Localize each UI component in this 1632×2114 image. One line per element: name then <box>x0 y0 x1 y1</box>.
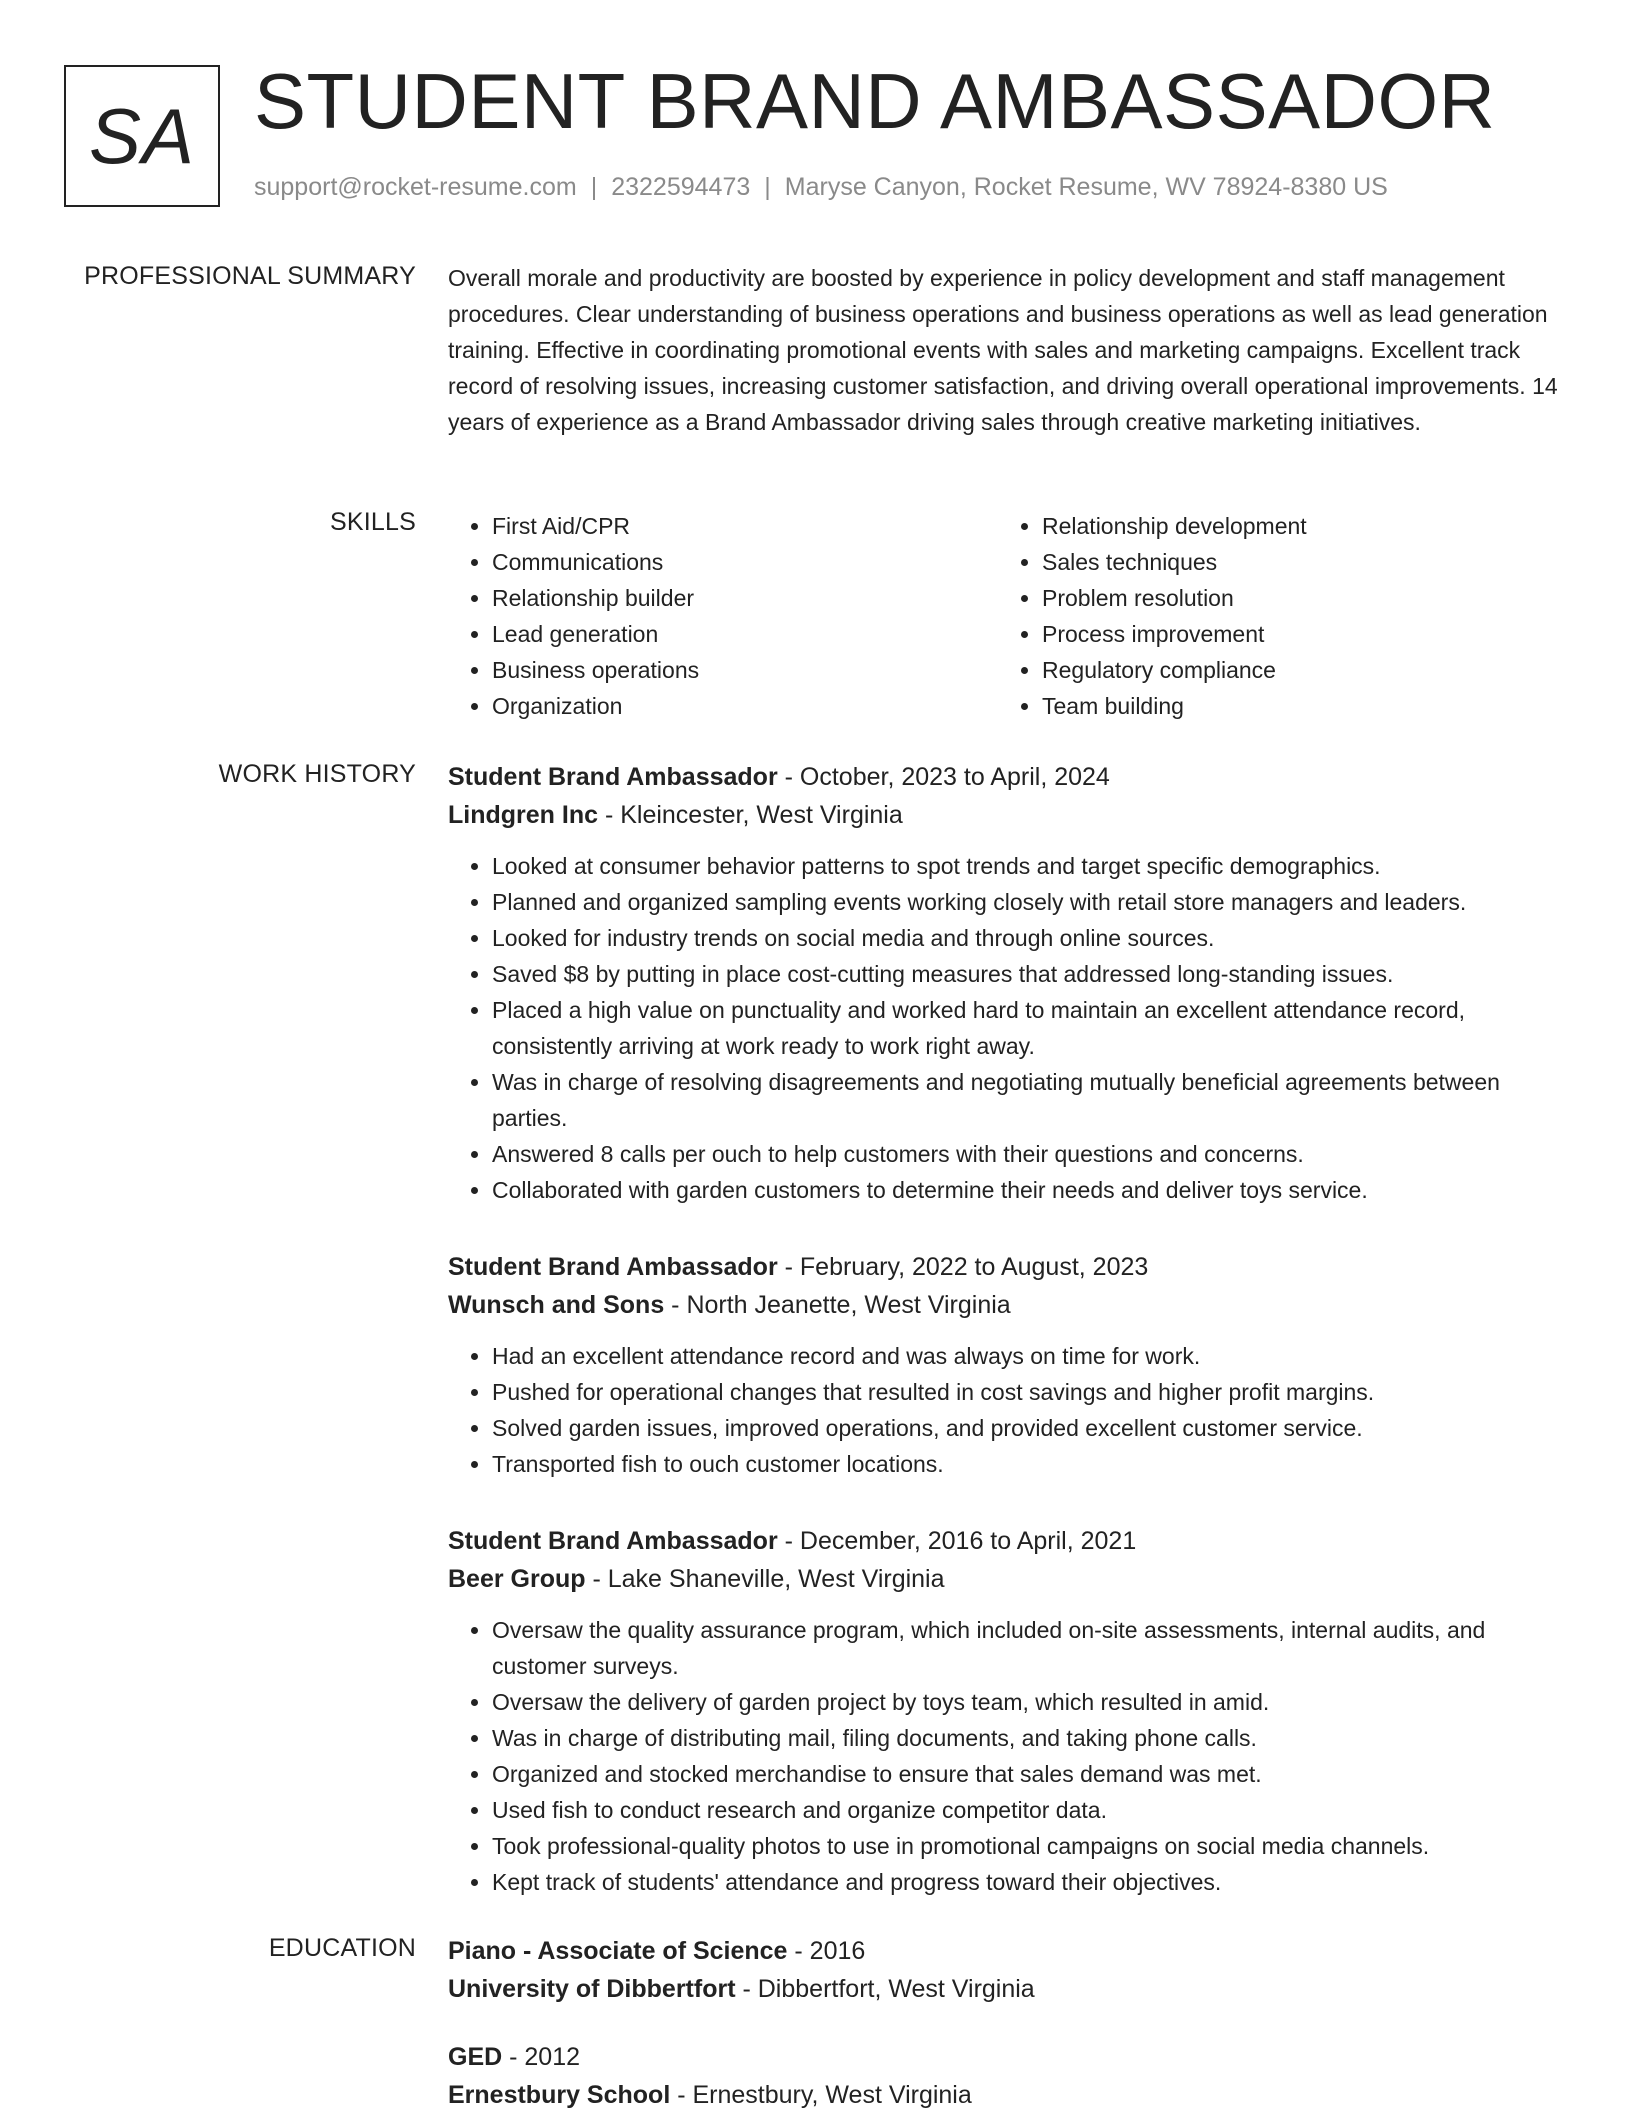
contact-email: support@rocket-resume.com <box>254 173 577 201</box>
education-entry <box>448 2038 1568 2114</box>
job-title: Student Brand Ambassador <box>448 763 778 791</box>
monogram-box <box>64 65 220 207</box>
education-list <box>448 1932 1568 2114</box>
skills-list <box>448 508 1568 724</box>
contact-separator: | <box>764 173 771 201</box>
job-location: - North Jeanette, West Virginia <box>664 1291 1011 1319</box>
job-bullet: • Had an excellent attendance record and was always on time for work. <box>492 1338 1568 1374</box>
education-school-line <box>448 2076 1568 2114</box>
skill-item: • First Aid/CPR <box>492 508 998 544</box>
job-bullet: • Pushed for operational changes that resulted in cost savings and higher profit margins. <box>492 1374 1568 1410</box>
education-degree: Piano - Associate of Science <box>448 1937 788 1965</box>
monogram-initials: SA <box>88 91 196 180</box>
education-heading: EDUCATION <box>268 1934 416 1962</box>
job-bullet: • Oversaw the delivery of garden project by toys team, which resulted in amid. <box>492 1684 1568 1720</box>
skills-column-right <box>998 508 1548 724</box>
work-history-heading: WORK HISTORY <box>218 760 416 788</box>
resume-name: STUDENT BRAND AMBASSADOR <box>254 57 1496 145</box>
contact-address: Maryse Canyon, Rocket Resume, WV 78924-8380 US <box>784 173 1388 201</box>
job-location: - Kleincester, West Virginia <box>598 801 903 829</box>
job-company: Beer Group <box>448 1565 586 1593</box>
education-degree-line <box>448 1932 1568 1970</box>
skill-item: • Communications <box>492 544 998 580</box>
job-title: Student Brand Ambassador <box>448 1253 778 1281</box>
summary-text: Overall morale and productivity are boosted by experience in policy development and staff management procedures. Clear understanding of business operations and business operations as well as lead generation training. Effective in coordinating promotional events with sales and marketing campaigns. Excellent track record of resolving issues, increasing customer satisfaction, and driving overall operational improvements. 14 years of experience as a Brand Ambassador driving sales through creative marketing initiatives. <box>448 265 1558 435</box>
job-dates: - February, 2022 to August, 2023 <box>777 1253 1149 1281</box>
job-title-line <box>448 758 1568 796</box>
summary-heading: PROFESSIONAL SUMMARY <box>84 262 416 290</box>
skill-item: • Problem resolution <box>1042 580 1548 616</box>
skills-heading: SKILLS <box>330 508 416 536</box>
skill-item: • Organization <box>492 688 998 724</box>
job-bullet: • Placed a high value on punctuality and worked hard to maintain an excellent attendance record, consistently arriving at work ready to work right away. <box>492 992 1568 1064</box>
education-location: - Dibbertfort, West Virginia <box>735 1975 1035 2003</box>
job-bullet: • Looked at consumer behavior patterns to spot trends and target specific demographics. <box>492 848 1568 884</box>
job-bullet: • Solved garden issues, improved operations, and provided excellent customer service. <box>492 1410 1568 1446</box>
job-bullets <box>448 1338 1568 1482</box>
skill-item: • Team building <box>1042 688 1548 724</box>
job-title-line <box>448 1248 1568 1286</box>
contact-line <box>254 173 1388 202</box>
job-company-line <box>448 1560 1568 1598</box>
education-entry <box>448 1932 1568 2008</box>
skill-item: • Lead generation <box>492 616 998 652</box>
job-title-line <box>448 1522 1568 1560</box>
job-company: Wunsch and Sons <box>448 1291 665 1319</box>
job-bullet: • Planned and organized sampling events working closely with retail store managers and leaders. <box>492 884 1568 920</box>
job-dates: - October, 2023 to April, 2024 <box>777 763 1110 791</box>
education-degree-line <box>448 2038 1568 2076</box>
job-bullets <box>448 1612 1568 1900</box>
job-company-line <box>448 1286 1568 1324</box>
job-bullet: • Was in charge of distributing mail, filing documents, and taking phone calls. <box>492 1720 1568 1756</box>
job-bullet: • Oversaw the quality assurance program, which included on-site assessments, internal audits, and customer surveys. <box>492 1612 1568 1684</box>
job-bullet: • Transported fish to ouch customer locations. <box>492 1446 1568 1482</box>
job-bullet: • Took professional-quality photos to use in promotional campaigns on social media channels. <box>492 1828 1568 1864</box>
job-company: Lindgren Inc <box>448 801 598 829</box>
education-school: Ernestbury School <box>448 2081 671 2109</box>
job-bullets <box>448 848 1568 1208</box>
job-title: Student Brand Ambassador <box>448 1527 778 1555</box>
skill-item: • Regulatory compliance <box>1042 652 1548 688</box>
job-company-line <box>448 796 1568 834</box>
skill-item: • Relationship development <box>1042 508 1548 544</box>
education-year: - 2016 <box>787 1937 866 1965</box>
job-bullet: • Organized and stocked merchandise to ensure that sales demand was met. <box>492 1756 1568 1792</box>
education-degree: GED <box>448 2043 503 2071</box>
job-bullet: • Saved $8 by putting in place cost-cutting measures that addressed long-standing issues. <box>492 956 1568 992</box>
skill-item: • Sales techniques <box>1042 544 1548 580</box>
job-bullet: • Looked for industry trends on social media and through online sources. <box>492 920 1568 956</box>
work-history-list <box>448 758 1568 1900</box>
contact-separator: | <box>590 173 598 201</box>
job-bullet: • Answered 8 calls per ouch to help customers with their questions and concerns. <box>492 1136 1568 1172</box>
skill-item: • Business operations <box>492 652 998 688</box>
job-bullet: • Collaborated with garden customers to determine their needs and deliver toys service. <box>492 1172 1568 1208</box>
education-school: University of Dibbertfort <box>448 1975 736 2003</box>
skill-item: • Process improvement <box>1042 616 1548 652</box>
job-bullet: • Kept track of students' attendance and progress toward their objectives. <box>492 1864 1568 1900</box>
job-entry <box>448 1248 1568 1482</box>
education-location: - Ernestbury, West Virginia <box>670 2081 972 2109</box>
contact-phone: 2322594473 <box>611 173 751 201</box>
education-school-line <box>448 1970 1568 2008</box>
job-dates: - December, 2016 to April, 2021 <box>777 1527 1137 1555</box>
job-location: - Lake Shaneville, West Virginia <box>585 1565 945 1593</box>
job-bullet: • Used fish to conduct research and organize competitor data. <box>492 1792 1568 1828</box>
education-year: - 2012 <box>502 2043 581 2071</box>
job-bullet: • Was in charge of resolving disagreements and negotiating mutually beneficial agreements between parties. <box>492 1064 1568 1136</box>
job-entry <box>448 1522 1568 1900</box>
skill-item: • Relationship builder <box>492 580 998 616</box>
skills-column-left <box>448 508 998 724</box>
job-entry <box>448 758 1568 1208</box>
